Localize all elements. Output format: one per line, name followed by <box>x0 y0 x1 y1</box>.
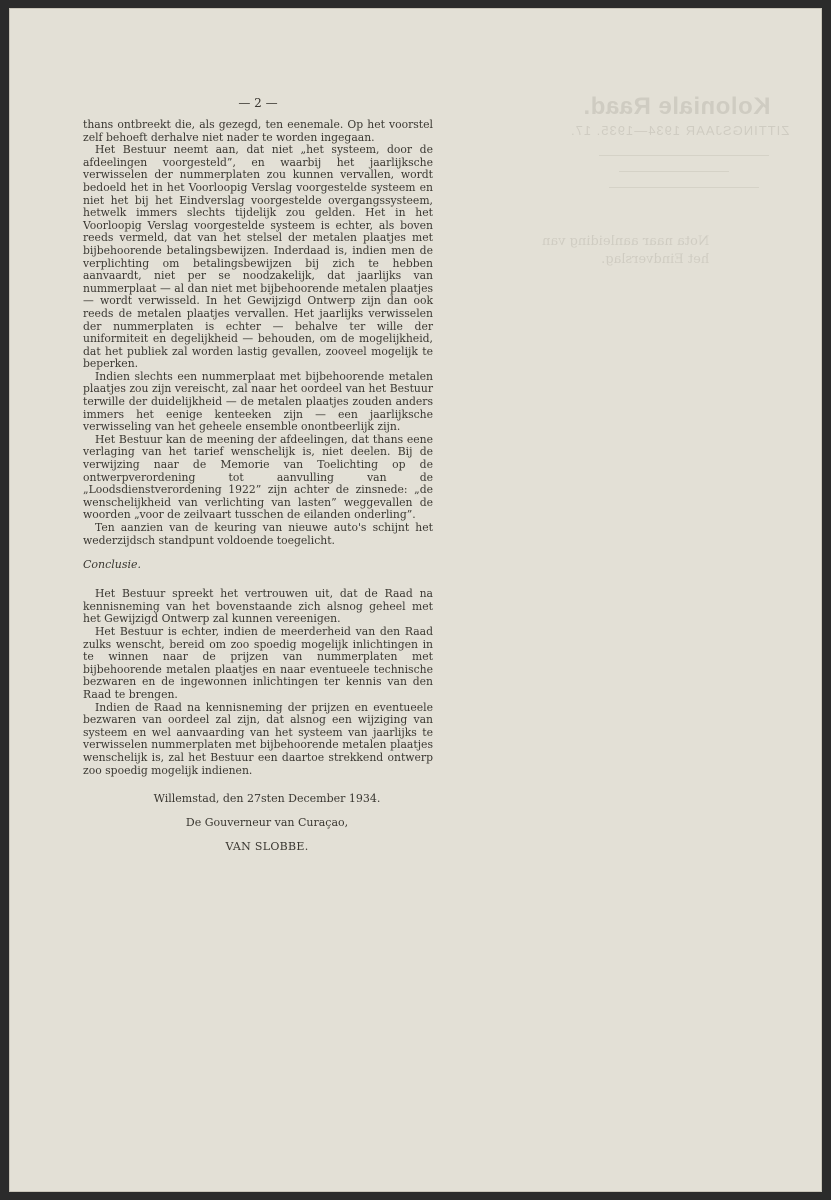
paragraph: Indien de Raad na kennisneming der prijzen en eventueele bezwaren van oordeel zal zijn, dat alsnog een wijziging van systeem en wel aanvaarding van het systeem van jaarlijks te verwisselen nummerplaten met bijbehoorende metalen plaatjes wenschelijk is, zal het Bestuur een daartoe strekkend ontwerp zoo spoedig mogelijk indienen. <box>83 700 433 777</box>
bleed-through-rule <box>599 155 769 156</box>
paragraph: Het Bestuur spreekt het vertrouwen uit, dat de Raad na kennisneming van het bovenstaande zich alsnog geheel met het Gewijzigd Ontwerp zal kunnen vereenigen. <box>83 587 433 626</box>
bleed-through-title: Koloniale Raad. <box>583 93 771 120</box>
paragraph: Het Bestuur kan de meening der afdeelingen, dat thans eene verlaging van het tarief wenschelijk is, niet deelen. Bij de verwijzing naar de Memorie van Toelichting op de ontwerpverordening tot aanvulling van de „Loodsdienstverordening 1922” zijn achter de zinsnede: „de wenschelijkheid van verlichting van lasten” weggevallen de woorden „voor de zeilvaart tusschen de eilanden onderling”. <box>83 432 433 522</box>
signatory-role: De Gouverneur van Curaçao, <box>185 816 349 830</box>
bleed-through-note-line: Nota naar aanleiding van <box>541 234 709 249</box>
paragraph: thans ontbreekt die, als gezegd, ten eenemale. Op het voorstel zelf behoeft derhalve niet nader te worden ingegaan. <box>83 118 433 144</box>
paragraph: Ten aanzien van de keuring van nieuwe auto's schijnt het wederzijdsch standpunt voldoende toegelicht. <box>83 521 433 547</box>
bleed-through-note-line: het Eindverslag. <box>600 252 709 267</box>
page-number: — 2 — <box>238 96 278 110</box>
text-column <box>83 96 433 853</box>
signatory-name: VAN SLOBBE. <box>225 840 309 854</box>
document-page <box>9 8 822 1192</box>
bleed-through-rule <box>619 171 729 172</box>
bleed-through-text <box>459 93 789 283</box>
paragraph: Indien slechts een nummerplaat met bijbehoorende metalen plaatjes zou zijn vereischt, zal naar het oordeel van het Bestuur terwille der duidelijkheid — de metalen plaatjes zouden anders immers het eenige kenteeken zijn — een jaarlijksche verwisseling van het geheele ensemble onontbeerlijk zijn. <box>83 369 433 434</box>
paragraph: Het Bestuur is echter, indien de meerderheid van den Raad zulks wenscht, bereid om zoo spoedig mogelijk inlichtingen in te winnen naar de prijzen van nummerplaten met bijbehoorende metalen plaatjes en naar eventueele technische bezwaren en de ingewonnen inlichtingen ter kennis van den Raad te brengen. <box>83 624 433 701</box>
paragraph: Het Bestuur neemt aan, dat niet „het systeem, door de afdeelingen voorgesteld”, en waarbij het jaarlijksche verwisselen der nummerplaten zou kunnen vervallen, wordt bedoeld het in het Voorloopig Verslag voorgestelde systeem en niet het bij het Eindverslag voorgestelde overgangssysteem, hetwelk immers slechts tijdelijk zou gelden. Het in het Voorloopig Verslag voorgestelde systeem is echter, als boven reeds vermeld, dat van het stelsel der metalen plaatjes met bijbehoorende betalingsbewijzen. Inderdaad is, indien men de verplichting om betalingsbewijzen bij zich te hebben aanvaardt, niet per se noodzakelijk, dat jaarlijks van nummerplaat — al dan niet met bijbehoorende metalen plaatjes — wordt verwisseld. In het Gewijzigd Ontwerp zijn dan ook reeds de metalen plaatjes vervallen. Het jaarlijks verwisselen der nummerplaten is echter — behalve ter wille der uniformiteit en degelijkheid — behouden, om de mogelijkheid, dat het publiek zal worden lastig gevallen, zooveel mogelijk te beperken. <box>83 143 433 371</box>
bleed-through-rule <box>609 187 759 188</box>
bleed-through-note <box>542 233 709 269</box>
section-heading: Conclusie. <box>83 558 142 572</box>
signature-date: Willemstad, den 27sten December 1934. <box>153 792 381 806</box>
bleed-through-subtitle: ZITTINGSJAAR 1934—1935. 17. <box>569 123 789 138</box>
